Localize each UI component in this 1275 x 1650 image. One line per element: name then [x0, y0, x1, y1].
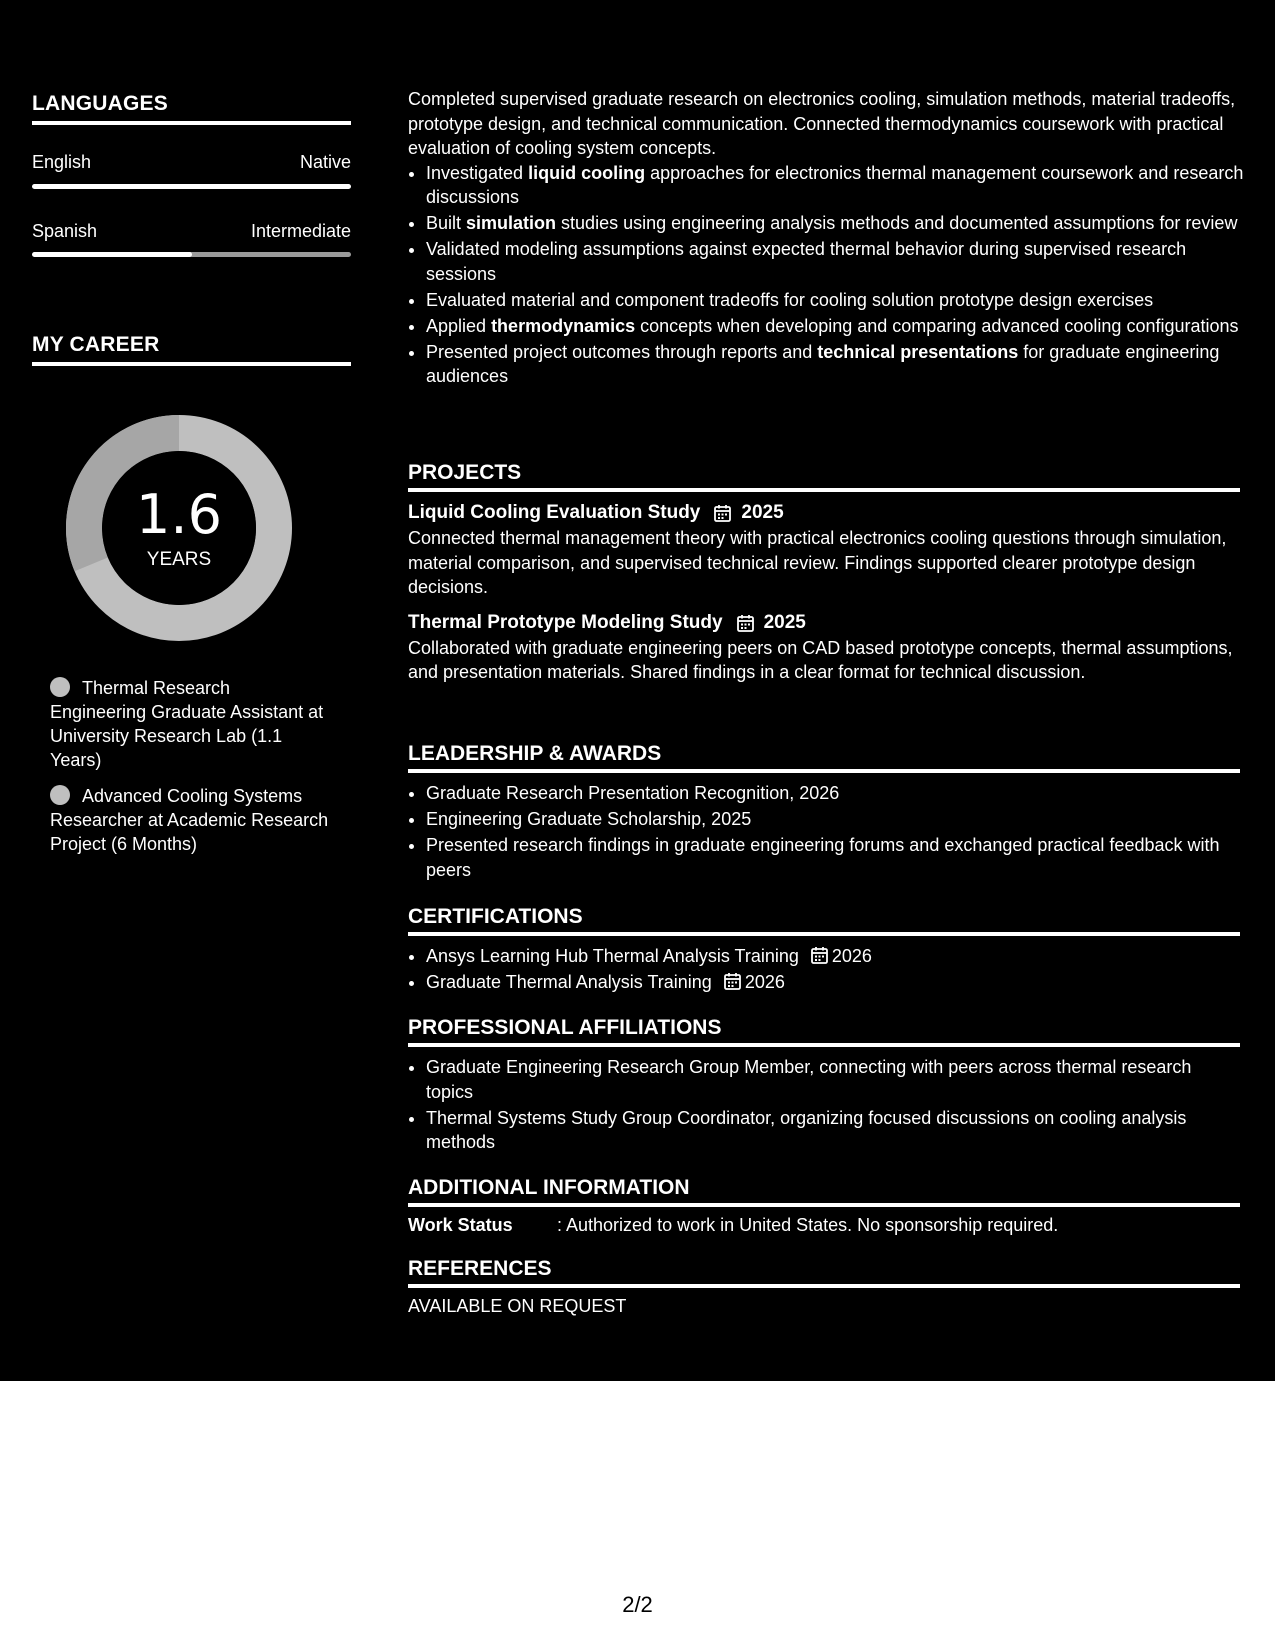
leadership-item: • Graduate Research Presentation Recognition, 2026 [426, 781, 1240, 806]
project-title-row [408, 610, 1240, 636]
career-years-label: YEARS [146, 549, 212, 570]
experience-bullet: • Built simulation studies using engineering analysis methods and documented assumptions for review [426, 211, 1244, 236]
affiliations-list [408, 1055, 1240, 1155]
leadership-heading: LEADERSHIP & AWARDS [408, 742, 1240, 773]
language-level: Native [299, 152, 351, 172]
project-title: Liquid Cooling Evaluation Study [408, 502, 701, 523]
career-item [50, 784, 330, 856]
certifications-heading: CERTIFICATIONS [408, 905, 1240, 936]
language-proficiency-bar [32, 184, 351, 189]
leadership-list [408, 781, 1240, 882]
experience-bullet: • Applied thermodynamics concepts when developing and comparing advanced cooling configurations [426, 314, 1244, 339]
calendar-icon [714, 504, 731, 522]
experience-bullet: • Presented project outcomes through reports and technical presentations for graduate engineering audiences [426, 340, 1244, 389]
additional-info-section [408, 1176, 1240, 1236]
bullet-dot-icon [50, 785, 70, 805]
affiliation-item: • Graduate Engineering Research Group Member, connecting with peers across thermal research topics [426, 1055, 1240, 1104]
references-heading: REFERENCES [408, 1257, 1240, 1288]
work-status-row [408, 1215, 1240, 1236]
leadership-section [408, 742, 1240, 884]
experience-continued [408, 87, 1244, 390]
language-proficiency-bar [32, 252, 351, 257]
calendar-icon [724, 972, 741, 990]
certifications-section [408, 905, 1240, 996]
certification-year: 2026 [831, 946, 872, 966]
project-description: Collaborated with graduate engineering peers on CAD based prototype concepts, thermal assumptions, and presentation materials. Shared findings in a clear format for technical discussion. [408, 637, 1233, 682]
language-name: Spanish [32, 221, 98, 241]
project-year: 2025 [741, 502, 784, 523]
bullet-dot-icon [50, 677, 70, 697]
affiliations-section [408, 1016, 1240, 1156]
career-item-text: Thermal Research Engineering Graduate Assistant at University Research Lab (1.1 Years) [50, 678, 324, 770]
experience-summary: Completed supervised graduate research on electronics cooling, simulation methods, material tradeoffs, prototype design, and technical communication. Connected thermodynamics coursework with practical evaluation of cooling system concepts. [408, 89, 1236, 158]
work-status-value: : Authorized to work in United States. No sponsorship required. [557, 1215, 1059, 1235]
language-proficiency-fill [32, 252, 192, 257]
references-section [408, 1257, 1240, 1317]
language-row [32, 152, 351, 173]
project-description: Connected thermal management theory with practical electronics cooling questions through simulation, material comparison, and supervised technical review. Findings supported clearer prototype design decisions. [408, 528, 1227, 597]
leadership-item: • Engineering Graduate Scholarship, 2025 [426, 807, 1240, 832]
certification-item [426, 944, 1240, 969]
languages-heading: LANGUAGES [32, 92, 351, 125]
project-title: Thermal Prototype Modeling Study [408, 611, 723, 633]
calendar-icon [737, 614, 754, 632]
affiliation-item: • Thermal Systems Study Group Coordinator, organizing focused discussions on cooling analysis methods [426, 1106, 1240, 1155]
project-title-row [408, 500, 1240, 526]
calendar-icon [811, 946, 828, 964]
projects-heading: PROJECTS [408, 461, 1240, 492]
references-text: AVAILABLE ON REQUEST [408, 1296, 627, 1316]
experience-bullets [408, 161, 1244, 389]
certification-year: 2026 [744, 972, 785, 992]
work-status-label: Work Status [408, 1215, 513, 1235]
sidebar [0, 0, 380, 1381]
experience-bullet: • Validated modeling assumptions against expected thermal behavior during supervised research sessions [426, 237, 1244, 286]
page-number: 2/2 [622, 1592, 653, 1617]
additional-info-heading: ADDITIONAL INFORMATION [408, 1176, 1240, 1207]
certification-name: Graduate Thermal Analysis Training [426, 972, 712, 992]
projects-section [408, 461, 1240, 695]
leadership-item: • Presented research findings in graduate engineering forums and exchanged practical feedback with peers [426, 833, 1240, 882]
experience-bullet: • Evaluated material and component tradeoffs for cooling solution prototype design exercises [426, 288, 1244, 313]
certifications-list [408, 944, 1240, 995]
language-name: English [32, 152, 92, 172]
affiliations-heading: PROFESSIONAL AFFILIATIONS [408, 1016, 1240, 1047]
language-row [32, 221, 351, 242]
career-donut-chart [66, 415, 292, 641]
main-content [380, 0, 1275, 1381]
career-item-text: Advanced Cooling Systems Researcher at Academic Research Project (6 Months) [50, 786, 329, 854]
experience-bullet: • Investigated liquid cooling approaches for electronics thermal management coursework and research discussions [426, 161, 1244, 210]
career-total-years: 1.6 [136, 483, 222, 546]
language-proficiency-fill [32, 184, 351, 189]
career-item [50, 676, 330, 772]
certification-name: Ansys Learning Hub Thermal Analysis Training [426, 946, 799, 966]
language-level: Intermediate [250, 221, 351, 241]
career-list [50, 676, 330, 868]
career-heading: MY CAREER [32, 333, 351, 366]
project-year: 2025 [763, 611, 806, 633]
certification-item [426, 970, 1240, 995]
